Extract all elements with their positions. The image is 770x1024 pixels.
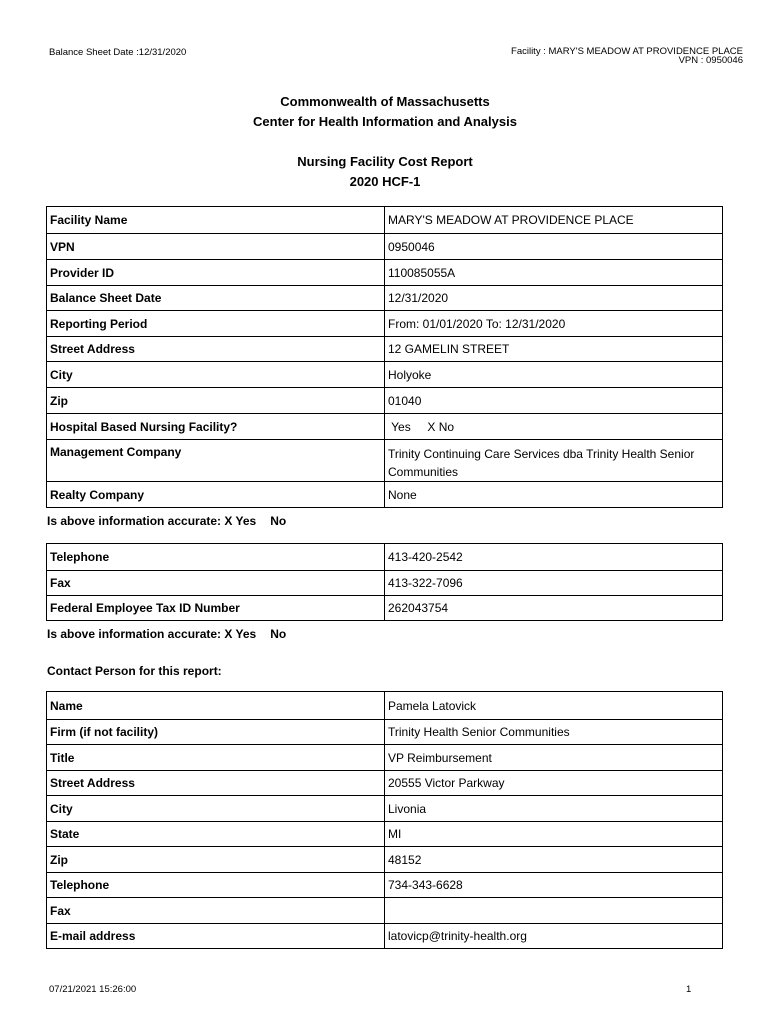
- accuracy-note-no: No: [270, 627, 287, 641]
- row-label: Management Company: [47, 440, 385, 482]
- row-label: Reporting Period: [47, 311, 385, 337]
- row-label: Fax: [47, 571, 385, 596]
- row-value: MARY'S MEADOW AT PROVIDENCE PLACE: [385, 207, 723, 234]
- table-row: [47, 260, 723, 286]
- row-value: Holyoke: [385, 362, 723, 388]
- row-label: Street Address: [47, 337, 385, 362]
- balance-sheet-date-header: Balance Sheet Date :12/31/2020: [49, 47, 187, 58]
- table-row: [47, 771, 723, 796]
- row-value: 48152: [385, 847, 723, 873]
- table-row: [47, 362, 723, 388]
- row-value: 12 GAMELIN STREET: [385, 337, 723, 362]
- row-value: 262043754: [385, 596, 723, 621]
- row-value: Trinity Health Senior Communities: [385, 720, 723, 745]
- table-row: [47, 692, 723, 720]
- table-row: [47, 898, 723, 924]
- row-label: Street Address: [47, 771, 385, 796]
- row-value: Pamela Latovick: [385, 692, 723, 720]
- row-value: 0950046: [385, 234, 723, 260]
- row-value: 12/31/2020: [385, 286, 723, 311]
- row-label: Zip: [47, 388, 385, 414]
- row-value: 20555 Victor Parkway: [385, 771, 723, 796]
- title-commonwealth: Commonwealth of Massachusetts: [280, 94, 490, 109]
- row-label: Name: [47, 692, 385, 720]
- facility-header: [511, 47, 743, 65]
- table-row: [47, 440, 723, 482]
- row-label: Telephone: [47, 544, 385, 571]
- table-row: [47, 286, 723, 311]
- footer-timestamp: 07/21/2021 15:26:00: [49, 984, 137, 995]
- table-row: [47, 822, 723, 847]
- table-row: [47, 414, 723, 440]
- row-value: MI: [385, 822, 723, 847]
- facility-header-name: Facility : MARY'S MEADOW AT PROVIDENCE PLACE: [511, 46, 743, 57]
- row-value: 413-322-7096: [385, 571, 723, 596]
- contact-person-heading: Contact Person for this report:: [47, 664, 222, 678]
- table-row: [47, 796, 723, 822]
- table-row: [47, 234, 723, 260]
- footer-page-number: 1: [686, 984, 692, 995]
- row-value: None: [385, 482, 723, 508]
- row-label: VPN: [47, 234, 385, 260]
- row-value: [385, 898, 723, 924]
- row-label: Title: [47, 745, 385, 771]
- accuracy-note: [47, 627, 286, 641]
- row-label: Balance Sheet Date: [47, 286, 385, 311]
- table-row: [47, 924, 723, 949]
- title-year-form: 2020 HCF-1: [349, 174, 421, 189]
- table-row: [47, 544, 723, 571]
- title-agency: Center for Health Information and Analysis: [253, 114, 517, 129]
- row-value: 01040: [385, 388, 723, 414]
- row-value: 734-343-6628: [385, 873, 723, 898]
- row-label: Facility Name: [47, 207, 385, 234]
- facility-header-vpn: VPN : 0950046: [678, 55, 743, 66]
- accuracy-note-no: No: [270, 514, 287, 528]
- table-row: [47, 337, 723, 362]
- accuracy-note-text: Is above information accurate: X Yes: [47, 514, 257, 528]
- row-value: From: 01/01/2020 To: 12/31/2020: [385, 311, 723, 337]
- table-row: [47, 720, 723, 745]
- row-value: Livonia: [385, 796, 723, 822]
- row-label: Federal Employee Tax ID Number: [47, 596, 385, 621]
- row-value: 413-420-2542: [385, 544, 723, 571]
- table-row: [47, 571, 723, 596]
- row-value: 110085055A: [385, 260, 723, 286]
- row-label: Fax: [47, 898, 385, 924]
- table-row: [47, 388, 723, 414]
- row-value: VP Reimbursement: [385, 745, 723, 771]
- row-label: City: [47, 362, 385, 388]
- row-label: Realty Company: [47, 482, 385, 508]
- row-label: Zip: [47, 847, 385, 873]
- row-label: E-mail address: [47, 924, 385, 949]
- row-value: Yes X No: [385, 414, 723, 440]
- contact-info-table: [46, 543, 723, 621]
- facility-info-table: [46, 206, 723, 508]
- row-label: City: [47, 796, 385, 822]
- row-value: Trinity Continuing Care Services dba Trinity Health Senior Communities: [385, 440, 723, 482]
- contact-person-table: [46, 691, 723, 949]
- table-row: [47, 596, 723, 621]
- row-value: latovicp@trinity-health.org: [385, 924, 723, 949]
- row-label: Telephone: [47, 873, 385, 898]
- accuracy-note-text: Is above information accurate: X Yes: [47, 627, 257, 641]
- accuracy-note: [47, 514, 286, 528]
- row-label: State: [47, 822, 385, 847]
- table-row: [47, 482, 723, 508]
- row-label: Provider ID: [47, 260, 385, 286]
- table-row: [47, 311, 723, 337]
- title-report: Nursing Facility Cost Report: [297, 154, 473, 169]
- table-row: [47, 745, 723, 771]
- table-row: [47, 873, 723, 898]
- row-label: Firm (if not facility): [47, 720, 385, 745]
- table-row: [47, 847, 723, 873]
- table-row: [47, 207, 723, 234]
- row-label: Hospital Based Nursing Facility?: [47, 414, 385, 440]
